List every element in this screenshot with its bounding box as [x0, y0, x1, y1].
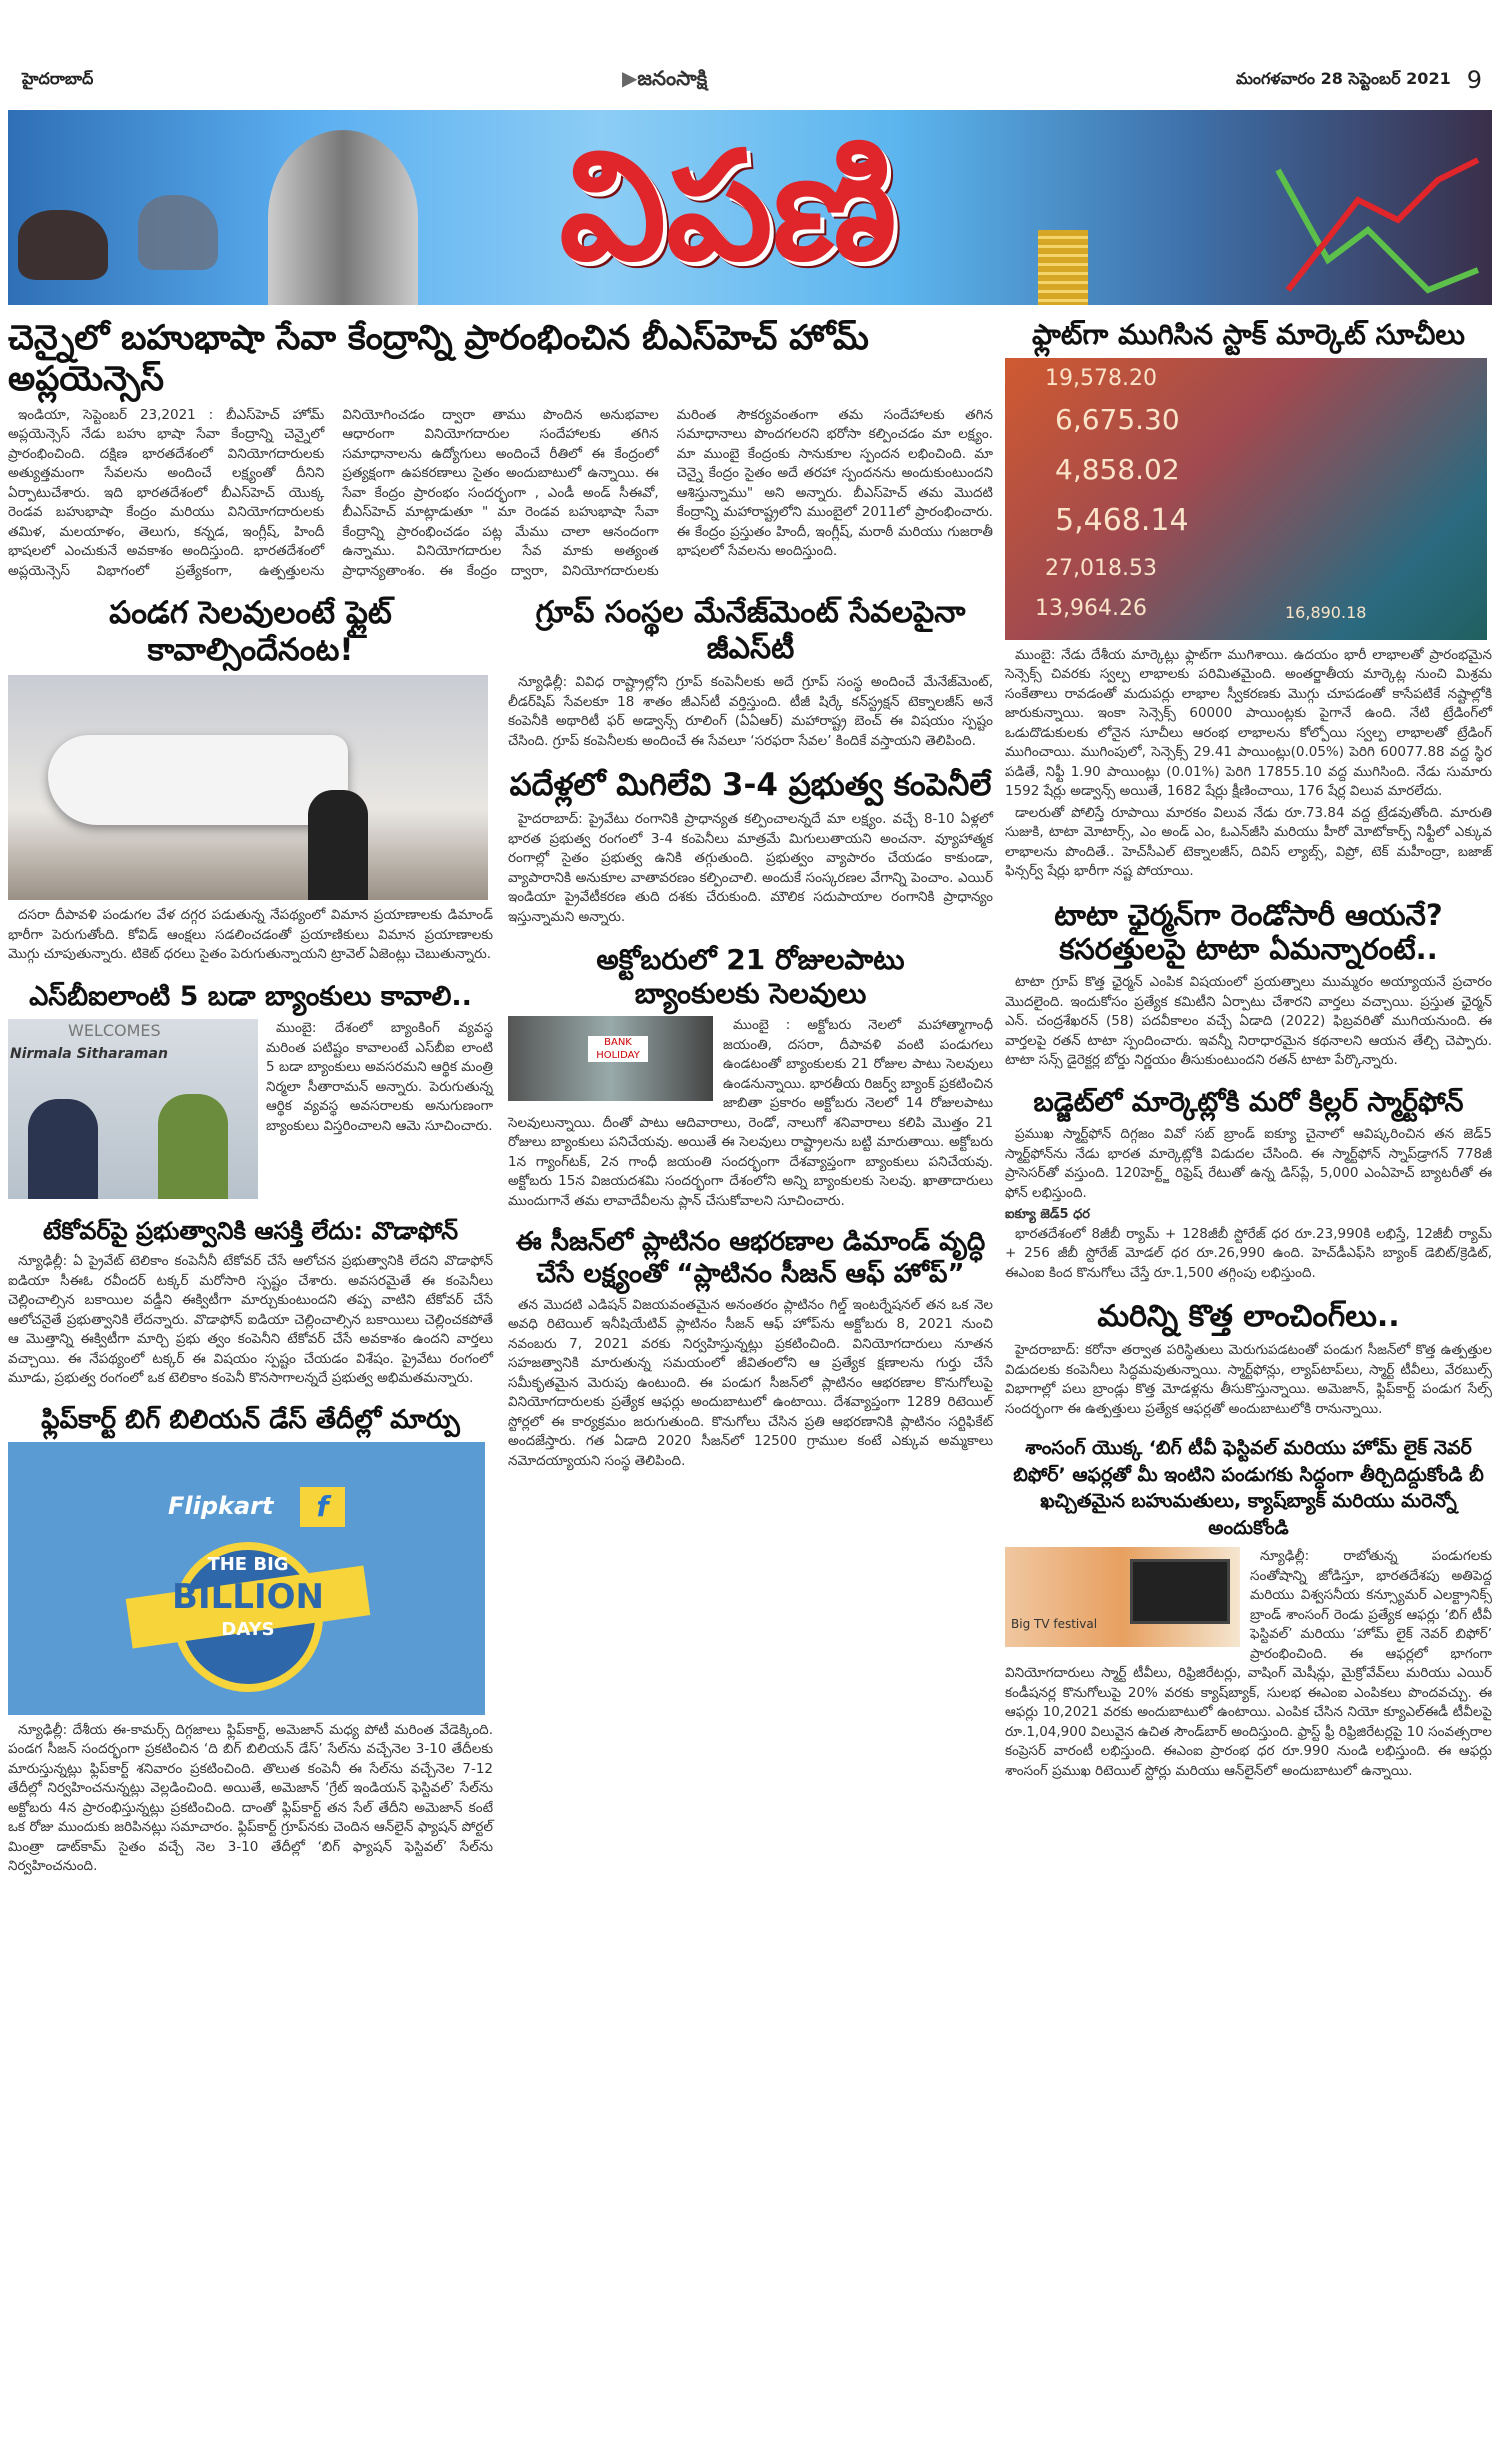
- section-banner: [8, 110, 1492, 305]
- badge-text: [148, 1554, 348, 1642]
- ticker-value: 5,468.14: [1055, 502, 1189, 538]
- big-tv-festival-text: Big TV festival: [1011, 1617, 1098, 1632]
- masthead: [22, 60, 1482, 100]
- article-text: ముంబై: దేశంలో బ్యాంకింగ్ వ్యవస్థ మరింత పటిష్టం కావాలంటే ఎస్‌బీఐ లాంటి 5 బడా బ్యాంకులు అవసరమని ఆర్థిక మంత్రి నిర్మలా సీతారామన్ అన్నారు. పెరుగుతున్న ఆర్థిక వ్యవస్థ అవసరాలకు అనుగుణంగా బ్యాంకులు విస్తరించాలని ఆమె సూచించారు.: [266, 1020, 493, 1134]
- article-vodafone: [8, 1252, 493, 1391]
- article-platinum: [508, 1296, 993, 1474]
- article-text: ఇండియా, సెప్టెంబర్ 23,2021 : బీఎస్‌హెచ్ హోమ్ అప్లయెన్సెస్ నేడు బహు భాషా సేవా కేంద్రాన్ని చెన్నైలో ప్రారంభించింది. దక్షిణ భారతదేశంలో వినియోగదారులకు అత్యుత్తమంగా సేవలను అందించే లక్ష్యంతో దీనిని ఏర్పాటుచేశారు. ఇది భారతదేశంలో బీఎస్‌హెచ్ యొక్క రెండవ బహుభాషా కేంద్రం మరియు వినియోగదారులకు తమిళ, మలయాళం, తెలుగు, కన్నడ, ఇంగ్లీష్, హిందీ భాషలలో ఎంచుకునే అవకాశం అందిస్తుంది. భారతదేశంలో అప్లయెన్సెస్ విభాగంలో ప్రత్యేకంగా, ఉత్పత్తులను వినియోగించడం ద్వారా తాము పొందిన అనుభవాల ఆధారంగా వినియోగదారుల సందేహాలకు తగిన సమాధానాలను ఉద్యోగులు అందించే రీతిలో ఈ కేంద్రంలో ప్రత్యక్షంగా ఉపకరణాలు సైతం అందుబాటులో ఉన్నాయి. ఈ సేవా కేంద్రం ప్రారంభం సందర్భంగా , ఎండీ అండ్ సీఈవో, బీఎస్‌హెచ్ మాట్లాడుతూ " మా రెండవ బహుభాషా సేవా కేంద్రాన్ని ప్రారంభించడం పట్ల మేము చాలా ఆనందంగా ఉన్నాము. వినియోగదారుల సేవ మాకు అత్యంత ప్రాధాన్యతాంశం. ఈ కేంద్రం ద్వారా, వినియోగదారులకు మరింత సౌకర్యవంతంగా తమ సందేహాలకు తగిన సమాధానాలు పొందగలరని భరోసా కల్పించడం మా లక్ష్యం. మా ముంబై కేంద్రంకు సానుకూల స్పందన లభించింది. మా చెన్నై కేంద్రం సైతం అదే తరహా స్పందనను అందుకుంటుందని ఆశిస్తున్నాము" అని అన్నారు. బీఎస్‌హెచ్ తమ మొదటి కేంద్రాన్ని మహారాష్ట్రలోని ముంబైలో 2011లో ప్రారంభించారు. ఈ కేంద్రం ప్రస్తుతం హిందీ, ఇంగ్లీష్, మరాఠీ మరియు గుజరాతీ భాషలలో సేవలను అందిస్తుంది.: [8, 406, 993, 579]
- headline-sbi: ఎస్‌బీఐలాంటి 5 బడా బ్యాంకులు కావాలి..: [29, 980, 472, 1012]
- headline-line: టాటా ఛైర్మన్‌గా రెండోసారీ ఆయనే?: [1054, 897, 1443, 932]
- page-number: 9: [1466, 66, 1482, 94]
- headline-line: కసరత్తులపై టాటా ఏమన్నారంటే..: [1059, 932, 1438, 967]
- article-text: న్యూఢిల్లీ: దేశీయ ఈ-కామర్స్ దిగ్గజాలు ఫ్లిప్‌కార్ట్, అమెజాన్ మధ్య పోటీ మరింత వేడెక్కింది. పండగ సీజన్ సందర్భంగా ప్రకటించిన ‘ది బిగ్ బిలియన్ డేస్’ సేల్‌ను వచ్చేనెల 3-10 తేదీలకు మారుస్తున్నట్లు ఫ్లిప్‌కార్ట్ శనివారం ప్రకటించింది. తొలుత కంపెనీ ఈ సేల్‌ను వచ్చేనెల 7-12 తేదీల్లో నిర్వహించనున్నట్లు వెల్లడించింది. అయితే, అమెజాన్ ‘గ్రేట్ ఇండియన్ ఫెస్టివల్’ సేల్‌ను అక్టోబరు 4న ప్రారంభిస్తున్నట్లు ప్రకటించింది. దాంతో ఫ్లిప్‌కార్ట్ తన సేల్ తేదీని అమెజాన్ కంటే ఒక రోజు ముందుకు జరిపినట్లు సమాచారం. ఫ్లిప్‌కార్ట్ గ్రూప్‌నకు చెందిన ఆన్‌లైన్ ఫ్యాషన్ పోర్టల్ మింత్రా డాట్‌కామ్ సైతం వచ్చే నెల 3-10 తేదీల్లో ‘బిగ్ ఫ్యాషన్ ఫెస్టివల్’ సేల్‌ను నిర్వహించనుంది.: [8, 1721, 493, 1875]
- headline-bank-holidays: [508, 943, 993, 1010]
- column-middle: [508, 589, 993, 1481]
- lower-columns: [8, 589, 993, 1887]
- banner-title: విపణి: [559, 120, 897, 294]
- article-text: న్యూఢిల్లీ: వివిధ రాష్ట్రాల్లోని గ్రూప్ కంపెనీలకు అదే గ్రూప్ సంస్థ అందించే మేనేజ్‌మెంట్, లీడర్‌షిప్ సేవలకూ 18 శాతం జీఎస్‌టీ వర్తిస్తుంది. టీజీ షిర్కే కన్‌స్ట్రక్షన్ టెక్నాలజీస్ అనే కంపెనీకి అథారిటీ ఫర్ అడ్వాన్స్ రూలింగ్ (ఏఏఆర్) మహారాష్ట్ర బెంచ్ ఈ విషయం స్పష్టం చేసింది. గ్రూప్ కంపెనీలకు అందించే ఈ సేవలూ ‘సరఫరా సేవల’ కిందికే వస్తాయని తెలిపింది.: [508, 674, 993, 749]
- headline-vodafone: టేకోవర్‌పై ప్రభుత్వానికి ఆసక్తి లేదు: వొడాఫోన్: [42, 1217, 459, 1246]
- samsung-tv-photo: [1005, 1547, 1240, 1647]
- person-figure: [28, 1099, 98, 1199]
- article-flipkart: [8, 1721, 493, 1879]
- article-sbi: [8, 1019, 493, 1203]
- date-label: మంగళవారం 28 సెప్టెంబర్ 2021: [1235, 68, 1451, 88]
- article-launch: [1005, 1341, 1492, 1421]
- headline-line: బ్యాంకులకు సెలవులు: [634, 976, 867, 1010]
- article-text: తన మొదటి ఎడిషన్ విజయవంతమైన అనంతరం ప్లాటినం గిల్డ్ ఇంటర్నేషనల్ తన ఒక నెల అవధి రిటెయిల్ ఇనీషియేటివ్ ప్లాటినం సీజన్ ఆఫ్ హోప్‌ను అక్టోబరు 8, 2021 నుంచి నవంబరు 7, 2021 వరకు నిర్వహిస్తున్నట్లు ప్రకటించింది. వినియోగదారులు నూతన సహజత్వానికి మారుతున్న సమయంలో జీవితంలోని ఆ ప్రత్యేక క్షణాలను గుర్తు చేసే సమీకృతమైన మెరుపు ఉంటుంది. ఈ పండుగ సీజన్‌లో ప్లాటినం ఆభరణాల కొనుగోలుపై వినియోగదారులకు ప్రత్యేక ఆఫర్లు అందుబాటులో ఉంటాయి. దేశవ్యాప్తంగా 1289 రిటెయిల్ స్టోర్లలో ఈ కార్యక్రమం జరుగుతుంది. కొనుగోలు చేసిన ప్రతి ఆభరణానికి ప్లాటినం సర్టిఫికేట్ అందజేస్తారు. గత ఏడాది 2020 సీజన్‌లో 12500 గ్రాముల కంటే ఎక్కువ అమ్మకాలు నమోదయ్యాయని సంస్థ తెలిపింది.: [508, 1296, 993, 1469]
- headline-market: ఫ్లాట్‌గా ముగిసిన స్టాక్ మార్కెట్ సూచీలు: [1032, 318, 1465, 351]
- holiday-sign-text: BANK HOLIDAY: [588, 1036, 648, 1062]
- paper-name: జనంసాక్షి: [637, 65, 708, 90]
- paper-logo: [622, 66, 707, 95]
- article-text: డాలరుతో పోలిస్తే రూపాయి మారకం విలువ నేడు రూ.73.84 వద్ద ట్రేడవుతోంది. మారుతి సుజుకి, టాటా మోటార్స్, ఎం అండ్ ఎం, ఓఎన్‌జీసి మరియు హీరో మోటోకార్ప్ నిఫ్టీలో ఎక్కువ లాభాలను పొందితే.. హెచ్‌సీఎల్ టెక్నాలజీస్, దివిస్ ల్యాబ్స్, విప్రో, టెక్ మహీంద్రా, బజాజ్ ఫిన్సర్వ్ షేర్లు భారీగా నష్ట పోయాయి.: [1005, 804, 1492, 880]
- subheading: ఐక్యూ జెడ్5 ధర: [1005, 1207, 1090, 1223]
- ticker-value: 4,858.02: [1055, 452, 1180, 486]
- headline-bsh: చెన్నైలో బహుభాషా సేవా కేంద్రాన్ని ప్రారంభించిన బీఎస్‌హెచ్ హోమ్ అప్లయెన్సెస్: [8, 318, 869, 399]
- headline-flight: పండగ సెలవులంటే ఫ్లైట్ కావాల్సిందేనంట!: [109, 595, 392, 669]
- headline-line: ఈ సీజన్‌లో ప్లాటినం ఆభరణాల డిమాండ్ వృద్ధి: [515, 1227, 986, 1258]
- article-text: ముంబై: నేడు దేశీయ మార్కెట్లు ఫ్లాట్‌గా ముగిశాయి. ఉదయం భారీ లాభాలతో ప్రారంభమైన సెన్సెక్స్ చివరకు స్వల్ప లాభాలకు పరిమితమైంది. అంతర్జాతీయ మార్కెట్ల నుంచి మిశ్రమ సంకేతాలు రావడంతో మదుపర్లు లాభాల స్వీకరణకు మొగ్గు చూపడంతో కాసేపటికే నష్టాల్లోకి జారుకున్నాయి. ఇంకా సెన్సెక్స్ 60000 పాయింట్లకు పైగానే ఉంది. నేటి ట్రేడింగ్‌లో ఒడుదొడుకులకు లోనైన సూచీలు ఆరంభ లాభాలను కోల్పోయి స్వల్ప లాభాలతో ట్రేడింగ్ ముగించాయి. ముగింపులో, సెన్సెక్స్ 29.41 పాయింట్లు(0.05%) పెరిగి 60077.88 వద్ద స్థిర పడితే, నిఫ్టీ 1.90 పాయింట్లు (0.01%) పెరిగి 17855.10 వద్ద ముగిసింది. నేడు సుమారు 1592 షేర్లు అడ్వాన్స్ అయితే, 1682 షేర్లు క్షీణించాయి, 176 షేర్ల విలువ మారలేదు.: [1005, 646, 1492, 800]
- article-text: ముంబై : అక్టోబరు నెలలో మహాత్మాగాంధీ జయంతి, దసరా, దీపావళి వంటి పండుగలు ఉండటంతో బ్యాంకులకు 21 రోజుల పాటు సెలవులు ఉండనున్నాయి. భారతీయ రిజర్వ్ బ్యాంక్ ప్రకటించిన జాబితా ప్రకారం అక్టోబరు నెలలో 14 రోజులపాటు సెలవులున్నాయి. దీంతో పాటు ఆదివారాలు, రెండో, నాలుగో శనివారాలు కలిపి మొత్తం 21 రోజులు బ్యాంకులు పనిచేయవు. అయితే ఈ సెలవులు రాష్ట్రాలను బట్టి మారుతాయి. అక్టోబరు 1న గ్యాంగ్‌టక్‌, 2న గాంధీ జయంతి సందర్భంగా దేశవ్యాప్తంగా బ్యాంకులు పనిచేయవు. అక్టోబరు 15న విజయదశమి సందర్భంగా దేశంలోని అన్ని బ్యాంకులకు సెలవు. ఖాతాదారులు ముందుగానే తమ లావాదేవీలను ప్లాన్ చేసుకోవాలని సూచించారు.: [508, 1017, 993, 1209]
- headline-launch: మరిన్ని కొత్త లాంచింగ్‌లు..: [1097, 1299, 1400, 1335]
- article-flight: [8, 906, 493, 967]
- article-market: [1005, 646, 1492, 884]
- article-tata: [1005, 973, 1492, 1073]
- article-text: న్యూఢిల్లీ: రాబోతున్న పండుగలకు సంతోషాన్ని జోడిస్తూ, భారతదేశపు అతిపెద్ద మరియు విశ్వసనీయ కన్స్యూమర్ ఎలక్ట్రానిక్స్ బ్రాండ్ శాంసంగ్ రెండు ప్రత్యేక ఆఫర్లు ‘బిగ్ టీవీ ఫెస్టివల్’ మరియు ‘హోమ్ లైక్ నెవర్ బిఫోర్’ ప్రారంభించింది. ఈ ఆఫర్లలో భాగంగా వినియోగదారులు స్మార్ట్ టీవీలు, రిఫ్రిజిరేటర్లు, వాషింగ్ మెషీన్లు, మైక్రోవేవ్‌లు మరియు ఎయిర్ కండీషనర్ల కొనుగోలుపై 20% వరకు క్యాష్‌బ్యాక్, సులభ ఈఎంఐ ఎంపికలు పొందవచ్చు. ఈ ఆఫర్లు 10,2021 వరకు అందుబాటులో ఉంటాయి. ఎంపిక చేసిన నియో క్యూఎల్ఈడీ టీవీలపై రూ.1,04,900 విలువైన ఉచిత సౌండ్‌బార్ అందిస్తుంది. ఫ్రాస్ట్ ఫ్రీ రిఫ్రిజిరేటర్లపై 10 సంవత్సరాల కంప్రెసర్ వారంటీ లభిస్తుంది. ఈఎంఐ ప్రారంభ ధర రూ.990 నుండి లభిస్తుంది. ఈ ఆఫర్లు శాంసంగ్ ప్రముఖ రిటెయిల్ స్టోర్లు మరియు ఆన్‌లైన్‌లో అందుబాటులో ఉన్నాయి.: [1005, 1548, 1492, 1779]
- bull-silhouette: [138, 195, 218, 270]
- article-text: న్యూఢిల్లీ: ఏ ప్రైవేట్ టెలికాం కంపెనీనీ టేకోవర్ చేసే ఆలోచన ప్రభుత్వానికి లేదని వొడాఫోన్ ఐడియా సీఈఓ రవీందర్ టక్కర్ మరోసారి స్పష్టం చేశారు. అవసరమైతే ఈ కంపెనీలు చెల్లించాల్సిన బకాయిల వడ్డీని ఈక్విటీగా మార్చుకుంటుందని తప్ప వాటిని టేకోవర్ చేసే ఆలోచనైతే ప్రభుత్వానికి లేదన్నారు. వొడాఫోన్ ఐడియా చెల్లించాల్సిన బకాయిలు చెల్లించకపోతే ఆ మొత్తాన్ని ఈక్విటీగా మార్చి ప్రభు త్వం కంపెనీని టేకోవర్ చేసే అవకాశం ఉందని వార్తలు వచ్చాయి. ఈ నేపథ్యంలో టక్కర్ ఈ విషయం స్పష్టం చేయడం విశేషం. ప్రైవేటు రంగంలో మూడు, ప్రభుత్వ రంగంలో ఒక టెలికాం కంపెనీ కొనసాగాలన్నదే ప్రభుత్వ అభిమతమన్నారు.: [8, 1253, 493, 1387]
- person-figure: [158, 1094, 228, 1199]
- badge-line-3: DAYS: [221, 1618, 275, 1640]
- article-samsung: [1005, 1547, 1492, 1783]
- banner-welcomes-text: WELCOMES: [68, 1021, 161, 1041]
- stock-exchange-building: [268, 130, 418, 305]
- headline-tata: [1005, 898, 1492, 968]
- bank-holiday-photo: [508, 1016, 713, 1101]
- article-text: హైదరాబాద్: ప్రైవేటు రంగానికి ప్రాధాన్యత కల్పించాలన్నదే మా లక్ష్యం. వచ్చే 8-10 ఏళ్లలో భారత ప్రభుత్వ రంగంలో 3-4 కంపెనీలు మాత్రమే మిగులుతాయని అంచనా. వ్యూహాత్మక రంగాల్లో సైతం ప్రభుత్వ ఉనికి తగ్గుతుంది. ప్రభుత్వం వ్యాపారం చేయడం కాకుండా, వ్యాపారానికి అనుకూల వాతావరణం కల్పించాలి. అందుకే సంస్కరణల వేగాన్ని పెంచాం. ఎయిర్ ఇండియా ప్రైవేటీకరణ తుది దశకు చేరుకుంది. మౌలిక సదుపాయాల రంగానికి ప్రాధాన్యం ఇస్తున్నామని అన్నారు.: [508, 811, 993, 925]
- headline-line: అక్టోబరులో 21 రోజులపాటు: [596, 943, 905, 977]
- banner-name-text: Nirmala Sitharaman: [10, 1046, 168, 1063]
- article-phone: [1005, 1125, 1492, 1285]
- headline-phone: బడ్జెట్‌లో మార్కెట్లోకి మరో కిల్లర్ స్మార్ట్‌ఫోన్: [1033, 1086, 1464, 1118]
- badge-line-2: BILLION: [172, 1577, 324, 1618]
- finance-minister-photo: [8, 1019, 258, 1199]
- green-trend-line: [1278, 170, 1478, 290]
- headline-psu: పదేళ్లలో మిగిలేవి 3-4 ప్రభుత్వ కంపెనీలే: [509, 767, 992, 804]
- article-text: హైదరాబాద్: కరోనా తర్వాత పరిస్థితులు మెరుగుపడటంతో పండుగ సీజన్‌లో కొత్త ఉత్పత్తుల విడుదలకు కంపెనీలు సిద్ధమవుతున్నాయి. స్మార్ట్‌ఫోన్లు, ల్యాప్‌టాప్‌లు, స్మార్ట్ టీవీలు, వేరబుల్స్ విభాగాల్లో పలు బ్రాండ్లు కొత్త మోడళ్లను తీసుకొస్తున్నాయి. అమెజాన్, ఫ్లిప్‌కార్ట్ పండుగ సేల్స్ సందర్భంగా ఈ ఉత్పత్తులు ప్రత్యేక ఆఫర్లతో అందుబాటులోకి రానున్నాయి.: [1005, 1342, 1492, 1417]
- article-text: దసరా దీపావళి పండుగల వేళ దగ్గర పడుతున్న నేపథ్యంలో విమాన ప్రయాణాలకు డిమాండ్ భారీగా పెరుగుతోంది. కోవిడ్ ఆంక్షలు సడలించడంతో ప్రయాణికులు విమాన ప్రయాణాలకు మొగ్గు చూపుతున్నారు. టికెట్ ధరలు సైతం పెరుగుతున్నాయని ట్రావెల్ ఏజెంట్లు చెబుతున్నారు.: [8, 907, 493, 963]
- flipkart-logo-text: Flipkart: [168, 1491, 274, 1520]
- headline-platinum: [508, 1227, 993, 1289]
- left-area: [8, 312, 993, 1887]
- column-left: [8, 589, 493, 1887]
- article-text: టాటా గ్రూప్ కొత్త ఛైర్మన్ ఎంపిక విషయంలో ప్రయత్నాలు ముమ్మరం అయ్యాయనే ప్రచారం మొదలైంది. ఇందుకోసం ప్రత్యేక కమిటీని ఏర్పాటు చేశారని వార్తలు వచ్చాయి. ప్రస్తుత ఛైర్మన్ ఎన్. చంద్రశేఖరన్ (58) పదవీకాలం వచ్చే ఏడాది (2022) ఫిబ్రవరితో ముగియనుంది. ఈ వార్తలపై రతన్ టాటా స్పందించారు. ఇవన్నీ నిరాధారమైన కథనాలని ఆయన తేల్చి చెప్పారు. టాటా సన్స్ డైరెక్టర్ల బోర్డు నిర్ణయం తీసుకుంటుందని రతన్ టాటా పేర్కొన్నారు.: [1005, 974, 1492, 1069]
- gold-coins: [1038, 230, 1088, 305]
- date-group: [1236, 66, 1482, 94]
- trend-arrows-graphic: [1268, 150, 1488, 300]
- article-bsh: [8, 406, 993, 582]
- ticker-value: 6,675.30: [1055, 402, 1180, 436]
- ticker-value: 16,890.18: [1285, 602, 1367, 622]
- article-bank-holidays: [508, 1016, 993, 1213]
- stock-ticker-photo: [1005, 358, 1487, 640]
- article-text: భారతదేశంలో 8జీబీ ర్యామ్ + 128జీబీ స్టోరేజ్ ధర రూ.23,990కి లభిస్తే, 12జీబీ ర్యామ్ + 256 జీబీ స్టోరేజ్ మోడల్ ధర రూ.26,990 ఉంది. హెచ్‌డీఎఫ్‌సి బ్యాంక్ డెబిట్/క్రెడిట్, ఈఎంఐ కింద కొనుగోలు చేస్తే రూ.1,500 తగ్గింపు లభిస్తుంది.: [1005, 1225, 1492, 1281]
- flipkart-bag-icon: f: [300, 1487, 345, 1527]
- private-jet-photo: [8, 675, 488, 900]
- column-right: [1005, 312, 1492, 1791]
- article-text: ప్రముఖ స్మార్ట్‌ఫోన్ దిగ్గజం వివో సబ్ బ్రాండ్ ఐక్యూ చైనాలో ఆవిష్కరించిన తన జెడ్5 స్మార్ట్‌ఫోన్‌ను నేడు భారత మార్కెట్లోకి విడుదల చేసింది. ఈ స్మార్ట్‌ఫోన్ స్నాప్‌డ్రాగన్ 778జీ ప్రాసెసర్‌తో వస్తుంది. 120హెర్ట్జ్ రిఫ్రెష్ రేటుతో ఉన్న డిస్‌ప్లే, 5,000 ఎంఏహెచ్ బ్యాటరీతో ఈ ఫోన్ లభిస్తుంది.: [1005, 1126, 1492, 1201]
- red-trend-line: [1288, 160, 1478, 290]
- city-label: హైదరాబాద్: [22, 68, 94, 88]
- ticker-value: 19,578.20: [1045, 365, 1157, 391]
- person-silhouette: [308, 790, 368, 900]
- logo-mark-icon: ▶: [621, 65, 638, 90]
- jet-shape: [48, 735, 348, 825]
- badge-line-1: THE BIG: [207, 1553, 289, 1575]
- headline-gst: గ్రూప్ సంస్థల మేనేజ్‌మెంట్ సేవలపైనా జీఎస్‌టీ: [535, 595, 966, 667]
- bull-silhouette: [18, 210, 108, 280]
- tv-shape: [1130, 1559, 1230, 1624]
- headline-samsung: శాంసంగ్ యొక్క ‘బిగ్ టీవీ ఫెస్టివల్ మరియు హోమ్ లైక్ నెవర్ బిఫోర్’ ఆఫర్లతో మీ ఇంటిని పండుగకు సిద్ధంగా తీర్చిదిద్దుకోండి బీ ఖచ్చితమైన బహుమతులు, క్యాష్‌బ్యాక్ మరియు మరెన్నో అందుకోండి: [1013, 1437, 1484, 1539]
- ticker-value: 13,964.26: [1035, 595, 1147, 621]
- article-psu: [508, 810, 993, 929]
- headline-line: చేసే లక్ష్యంతో “ప్లాటినం సీజన్ ఆఫ్ హోప్”: [536, 1258, 965, 1289]
- flipkart-ad-image: [8, 1442, 485, 1715]
- headline-flipkart: ఫ్లిప్‌కార్ట్ బిగ్ బిలియన్ డేస్ తేదీల్లో మార్పు: [41, 1404, 460, 1435]
- article-gst: [508, 673, 993, 753]
- ticker-value: 27,018.53: [1045, 555, 1157, 581]
